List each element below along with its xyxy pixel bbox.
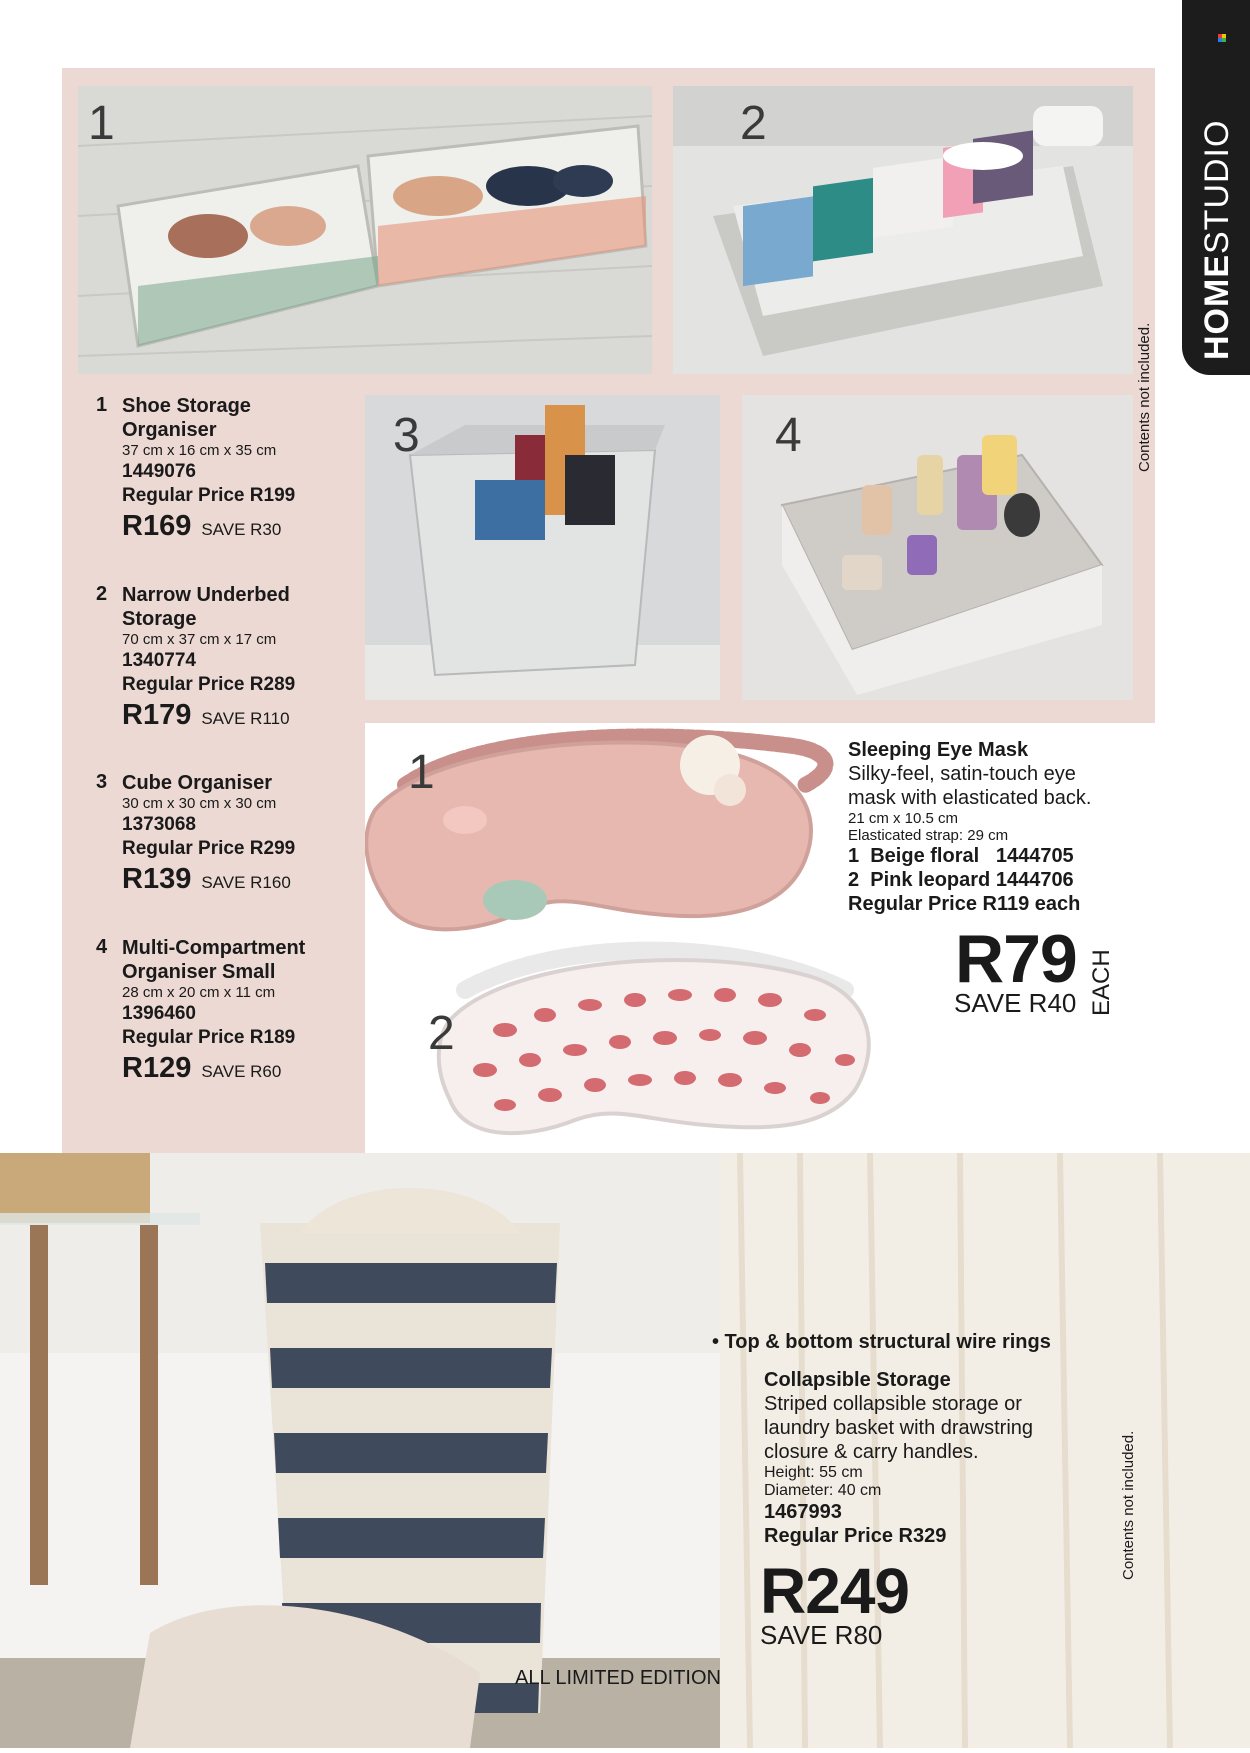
regular-price: Regular Price R289 [122,674,296,695]
product-code: 1449076 [122,461,196,482]
basket-code: 1467993 [764,1501,842,1523]
product-index: 4 [96,936,108,958]
basket-regular-price: Regular Price R329 [764,1525,947,1547]
eye-mask-desc-2: mask with elasticated back. [848,787,1092,809]
eye-mask-desc-1: Silky-feel, satin-touch eye [848,763,1076,785]
eye-mask-price: R79 [955,921,1077,997]
mask-number-2: 2 [428,1007,455,1060]
contents-note-top: Contents not included. [1136,322,1153,472]
sale-price: R129 [122,1052,192,1084]
product-dimensions: 28 cm x 20 cm x 11 cm [122,984,276,1001]
basket-height: Height: 55 cm [764,1464,863,1481]
contents-note-bottom: Contents not included. [1120,1430,1137,1580]
eye-mask-dimensions: 21 cm x 10.5 cm [848,810,959,827]
feature-bullet: • Top & bottom structural wire rings [712,1331,1051,1353]
eye-mask-save: SAVE R40 [954,988,1077,1018]
limited-edition-note: ALL LIMITED EDITION [515,1667,721,1689]
brand-logo-icon [1218,34,1226,42]
product-code: 1396460 [122,1003,196,1024]
product-name-line2: Organiser Small [122,961,276,983]
eye-mask-each: EACH [1088,949,1115,1016]
eye-mask-title: Sleeping Eye Mask [848,739,1029,761]
save-amount: SAVE R160 [201,873,291,892]
basket-price: R249 [760,1555,909,1627]
collapsible-storage-details [714,1330,1114,1548]
product-name: Shoe Storage [122,395,251,417]
product-index: 2 [96,583,108,605]
save-amount: SAVE R110 [201,709,290,728]
product-name-line2: Storage [122,608,197,630]
eye-mask-regular-price: Regular Price R119 each [848,893,1081,915]
eye-mask-strap: Elasticated strap: 29 cm [848,827,1009,844]
sale-price: R139 [122,863,192,895]
product-underbed-storage [96,583,356,732]
product-name-line2: Organiser [122,419,217,441]
save-amount: SAVE R30 [201,520,282,539]
basket-title: Collapsible Storage [764,1369,951,1391]
product-code: 1340774 [122,650,196,671]
product-name: Multi-Compartment [122,937,306,959]
basket-diameter: Diameter: 40 cm [764,1482,882,1499]
sale-price: R179 [122,699,192,731]
eye-masks-photo [365,690,925,1160]
product-index: 3 [96,771,108,793]
regular-price: Regular Price R199 [122,485,296,506]
sale-price: R169 [122,510,192,542]
basket-desc-3: closure & carry handles. [764,1441,979,1463]
product-dimensions: 37 cm x 16 cm x 35 cm [122,442,277,459]
product-cube-organiser [96,771,356,896]
basket-desc-1: Striped collapsible storage or [764,1393,1022,1415]
basket-desc-2: laundry basket with drawstring [764,1417,1034,1439]
product-shoe-storage [96,394,356,543]
eye-mask-variant-1: 1 Beige floral 1444705 [848,845,1074,867]
eye-mask-variant-2: 2 Pink leopard 1444706 [848,869,1074,891]
product-code: 1373068 [122,814,196,835]
basket-save: SAVE R80 [760,1620,883,1650]
photo-number-1: 1 [88,97,115,150]
product-name: Narrow Underbed [122,584,290,606]
photo-number-4: 4 [775,409,802,462]
brand-name: HOMESTUDIO [1198,119,1236,360]
product-multi-compartment [96,936,356,1085]
product-index: 1 [96,394,108,416]
product-dimensions: 30 cm x 30 cm x 30 cm [122,795,277,812]
regular-price: Regular Price R299 [122,838,296,859]
regular-price: Regular Price R189 [122,1027,296,1048]
product-dimensions: 70 cm x 37 cm x 17 cm [122,631,277,648]
save-amount: SAVE R60 [201,1062,282,1081]
photo-number-2: 2 [740,97,767,150]
photo-number-3: 3 [393,409,420,462]
shoe-storage-photo [78,86,652,374]
product-name: Cube Organiser [122,772,273,794]
mask-number-1: 1 [408,746,435,799]
eye-mask-details [848,738,1148,916]
